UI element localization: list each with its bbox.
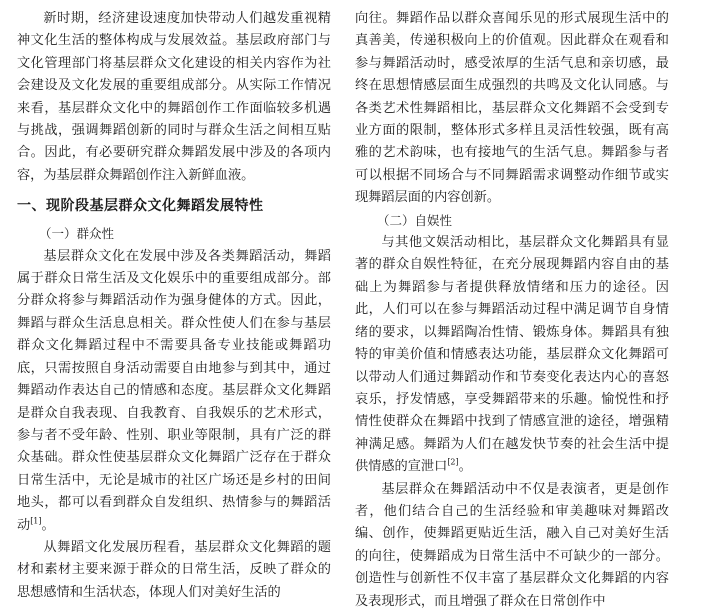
entertainment-paragraph-1-end: 。	[458, 459, 472, 475]
section-heading: 一、现阶段基层群众文化舞蹈发展特性	[17, 198, 264, 215]
subsection-heading-mass: （一）群众性	[39, 226, 115, 242]
entertainment-paragraph-1-text: 与其他文娱活动相比，基层群众文化舞蹈具有显著的群众自娱性特征，在充分展现舞蹈内容自由的基础上为舞蹈参与者提供释放情绪和压力的途径。因此，人们可以在参与舞蹈活动过程中满足调节自身情绪的要求，以舞蹈陶冶性情、锻炼身体。舞蹈具有独特的审美价值和情感表达功能，基层群众文化舞蹈可以带动人们通过舞蹈动作和节奏变化表达内心的喜怒哀乐，抒发情感，享受舞蹈带来的乐趣。愉悦性和抒情性使群众在舞蹈中找到了情感宣泄的途径，增强精神满足感。舞蹈为人们在越发快节奏的社会生活中提供情感的宣泄口	[355, 235, 669, 475]
right-column	[355, 8, 669, 613]
mass-paragraph-1	[17, 246, 331, 537]
mass-paragraph-1-text: 基层群众文化在发展中涉及各类舞蹈活动，舞蹈属于群众日常生活及文化娱乐中的重要组成部分。部分群众将参与舞蹈活动作为强身健体的方式。因此，舞蹈与群众生活息息相关。群众性使人们在参与基层群众文化舞蹈过程中不需要具备专业技能或舞蹈功底，只需按照自身活动需要自由地参与到其中，通过舞蹈动作表达自己的情感和态度。基层群众文化舞蹈是群众自我表现、自我教育、自我娱乐的艺术形式，参与者不受年龄、性别、职业等限制，具有广泛的群众基础。群众性使基层群众文化舞蹈广泛存在于群众日常生活中，无论是城市的社区广场还是乡村的田间地头，都可以看到群众自发组织、热情参与的舞蹈活动	[17, 248, 331, 533]
mass-paragraph-2: 从舞蹈文化发展历程看，基层群众文化舞蹈的题材和素材主要来源于群众的日常生活，反映了群众的思想感情和生活状态，体现人们对美好生活的	[17, 539, 331, 600]
citation-ref-2: [2]	[447, 457, 459, 467]
mass-paragraph-1-end: 。	[41, 517, 55, 533]
intro-paragraph: 新时期，经济建设速度加快带动人们越发重视精神文化生活的整体构成与发展效益。基层政府部门与文化管理部门将基层群众文化建设的相关内容作为社会建设及文化发展的重要组成部分。从实际工作情况来看，基层群众文化中的舞蹈创作工作面临较多机遇与挑战，强调舞蹈创新的同时与群众生活之间相互贴合。因此，有必要研究群众舞蹈发展中涉及的各项内容，为基层群众舞蹈创作注入新鲜血液。	[17, 11, 331, 183]
left-column	[17, 8, 331, 604]
citation-ref-1: [1]	[30, 516, 42, 526]
subsection-heading-entertainment: （二）自娱性	[377, 212, 453, 228]
entertainment-paragraph-2: 基层群众在舞蹈活动中不仅是表演者，更是创作者，他们结合自己的生活经验和审美趣味对舞蹈改编、创作，使舞蹈更贴近生活，融入自己对美好生活的向往，使舞蹈成为日常生活中不可缺少的一部分。创造性与创新性不仅丰富了基层群众文化舞蹈的内容及表现形式，而且增强了群众在日常创作中	[355, 481, 669, 609]
mass-paragraph-2-continued: 向往。舞蹈作品以群众喜闻乐见的形式展现生活中的真善美，传递积极向上的价值观。因此群众在观看和参与舞蹈活动时，感受浓厚的生活气息和亲切感，最终在思想情感层面生成强烈的共鸣及文化认同感。与各类艺术性舞蹈相比，基层群众文化舞蹈不会受到专业方面的限制，整体形式多样且灵活性较强，既有高雅的艺术韵味，也有接地气的生活气息。舞蹈参与者可以根据不同场合与不同舞蹈需求调整动作细节或实现舞蹈层面的内容创新。	[355, 11, 669, 206]
entertainment-paragraph-1	[355, 232, 669, 478]
